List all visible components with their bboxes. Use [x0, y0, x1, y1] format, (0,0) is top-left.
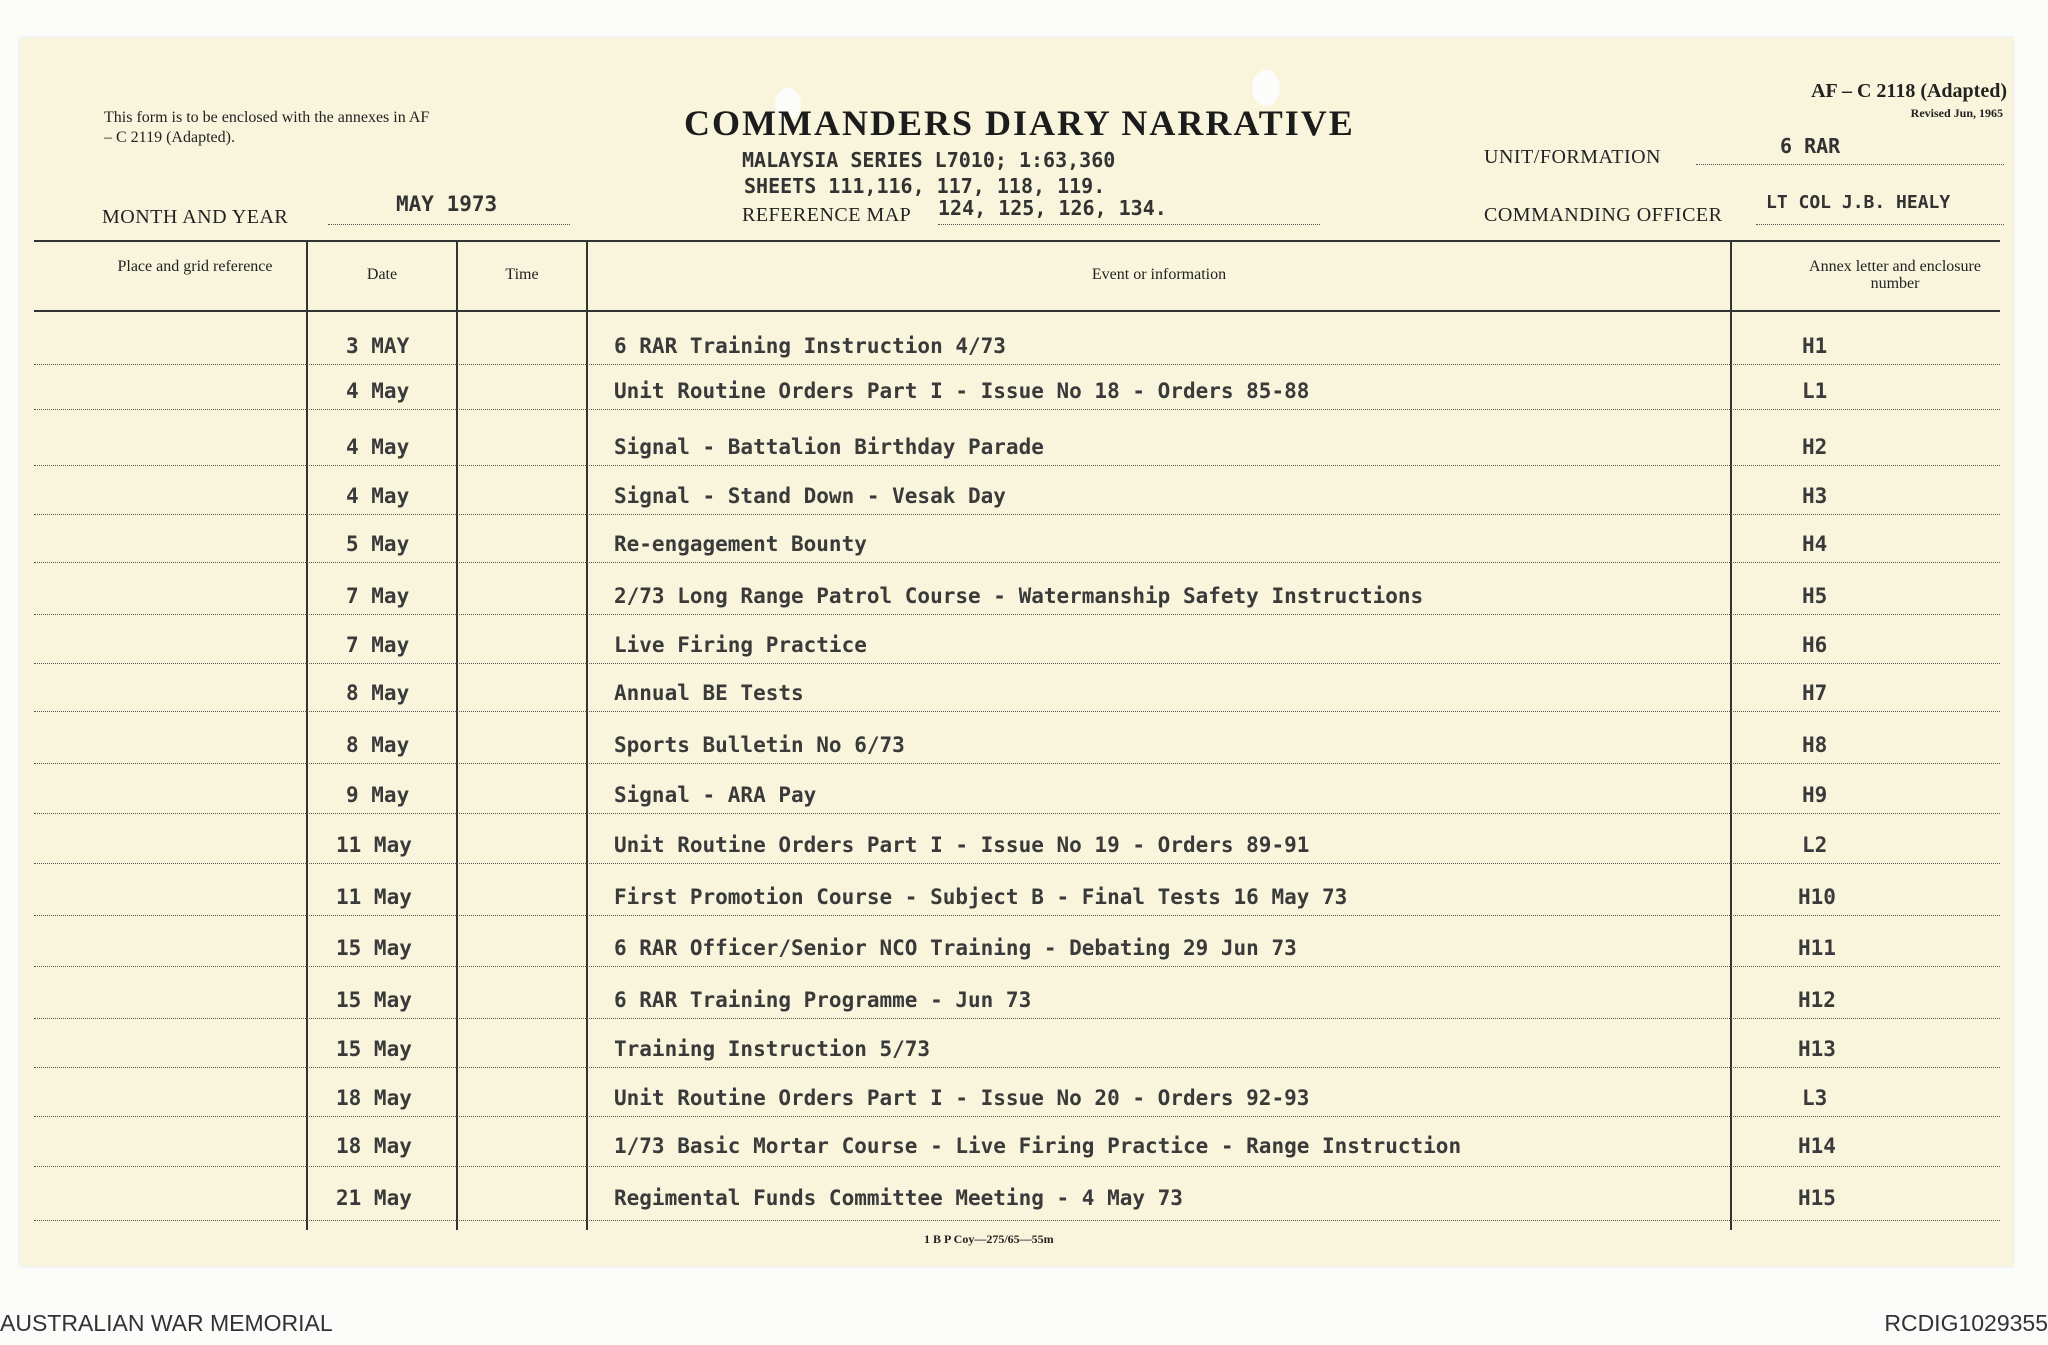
- row-rule: [34, 364, 2000, 365]
- row-annex: H9: [1802, 783, 1828, 807]
- row-date: 8 May: [346, 733, 410, 757]
- punch-hole-right: [1252, 70, 1280, 106]
- form-title: COMMANDERS DIARY NARRATIVE: [684, 103, 1355, 143]
- row-rule: [34, 1116, 2000, 1117]
- unit-formation-dotted-line: [1696, 164, 2004, 165]
- col-divider-event: [586, 240, 588, 1230]
- row-rule: [34, 663, 2000, 664]
- reference-map-dotted-line: [938, 224, 1320, 225]
- diary-sheet: [20, 38, 2013, 1266]
- row-annex: H14: [1798, 1134, 1836, 1158]
- row-annex: L3: [1802, 1086, 1828, 1110]
- row-rule: [34, 409, 2000, 410]
- row-event: 2/73 Long Range Patrol Course - Watermanship Safety Instructions: [614, 584, 1424, 608]
- row-event: 6 RAR Training Instruction 4/73: [614, 334, 1006, 358]
- row-rule: [34, 1220, 2000, 1221]
- unit-formation-value: 6 RAR: [1780, 134, 1841, 158]
- col-header-place: Place and grid reference: [117, 258, 273, 275]
- col-header-annex: Annex letter and enclosure number: [1809, 258, 1981, 292]
- row-date: 5 May: [346, 532, 410, 556]
- row-event: Training Instruction 5/73: [614, 1037, 931, 1061]
- col-header-event: Event or information: [1091, 266, 1227, 283]
- row-event: Signal - ARA Pay: [614, 783, 817, 807]
- commanding-officer-value: LT COL J.B. HEALY: [1766, 192, 1951, 213]
- row-date: 7 May: [346, 633, 410, 657]
- row-date: 4 May: [346, 484, 410, 508]
- row-annex: H3: [1802, 484, 1828, 508]
- row-rule: [34, 966, 2000, 967]
- row-event: Sports Bulletin No 6/73: [614, 733, 905, 757]
- row-event: Signal - Stand Down - Vesak Day: [614, 484, 1006, 508]
- table-top-border: [34, 240, 2000, 242]
- row-event: Annual BE Tests: [614, 681, 804, 705]
- col-header-time: Time: [505, 266, 539, 283]
- row-annex: H2: [1802, 435, 1828, 459]
- row-event: Re-engagement Bounty: [614, 532, 867, 556]
- reference-map-label: REFERENCE MAP: [742, 204, 912, 226]
- row-rule: [34, 1067, 2000, 1068]
- row-rule: [34, 562, 2000, 563]
- row-rule: [34, 863, 2000, 864]
- form-note: [104, 108, 434, 148]
- month-year-dotted-line: [328, 224, 570, 225]
- row-annex: H7: [1802, 681, 1828, 705]
- row-annex: H5: [1802, 584, 1828, 608]
- row-annex: H12: [1798, 988, 1836, 1012]
- form-note-text: This form is to be enclosed with the annexes in AF – C 2119 (Adapted).: [104, 109, 430, 146]
- row-date: 18 May: [336, 1134, 412, 1158]
- row-rule: [34, 813, 2000, 814]
- unit-formation-label: UNIT/FORMATION: [1484, 146, 1661, 168]
- row-event: Live Firing Practice: [614, 633, 867, 657]
- printer-mark: 1 B P Coy—275/65—55m: [924, 1232, 1054, 1246]
- row-date: 11 May: [336, 833, 412, 857]
- map-sheets: SHEETS 111,116, 117, 118, 119.: [744, 174, 1106, 198]
- month-year-label: MONTH AND YEAR: [102, 206, 289, 228]
- row-date: 11 May: [336, 885, 412, 909]
- row-rule: [34, 514, 2000, 515]
- row-date: 8 May: [346, 681, 410, 705]
- archive-credit: AUSTRALIAN WAR MEMORIAL: [0, 1310, 333, 1336]
- row-annex: H4: [1802, 532, 1828, 556]
- row-annex: L2: [1802, 833, 1828, 857]
- row-rule: [34, 915, 2000, 916]
- commanding-officer-label: COMMANDING OFFICER: [1484, 204, 1723, 226]
- row-event: 6 RAR Officer/Senior NCO Training - Debating 29 Jun 73: [614, 936, 1297, 960]
- row-rule: [34, 763, 2000, 764]
- row-event: 1/73 Basic Mortar Course - Live Firing Practice - Range Instruction: [614, 1134, 1462, 1158]
- row-rule: [34, 465, 2000, 466]
- row-rule: [34, 1166, 2000, 1167]
- row-annex: L1: [1802, 379, 1828, 403]
- col-divider-annex: [1730, 240, 1732, 1230]
- row-annex: H10: [1798, 885, 1836, 909]
- commanding-officer-dotted-line: [1756, 224, 2004, 225]
- row-event: Regimental Funds Committee Meeting - 4 May 73: [614, 1186, 1183, 1210]
- row-date: 18 May: [336, 1086, 412, 1110]
- row-date: 3 MAY: [346, 334, 410, 358]
- revised-date: Revised Jun, 1965: [1910, 106, 2003, 120]
- row-event: Unit Routine Orders Part I - Issue No 20 - Orders 92-93: [614, 1086, 1310, 1110]
- row-rule: [34, 614, 2000, 615]
- row-date: 4 May: [346, 435, 410, 459]
- row-event: Signal - Battalion Birthday Parade: [614, 435, 1044, 459]
- row-event: Unit Routine Orders Part I - Issue No 18 - Orders 85-88: [614, 379, 1310, 403]
- reference-map-value: 124, 125, 126, 134.: [938, 196, 1167, 220]
- row-event: Unit Routine Orders Part I - Issue No 19 - Orders 89-91: [614, 833, 1310, 857]
- row-annex: H1: [1802, 334, 1828, 358]
- row-rule: [34, 711, 2000, 712]
- row-annex: H8: [1802, 733, 1828, 757]
- table-header-border: [34, 310, 2000, 312]
- col-divider-time: [456, 240, 458, 1230]
- row-annex: H13: [1798, 1037, 1836, 1061]
- row-event: 6 RAR Training Programme - Jun 73: [614, 988, 1032, 1012]
- row-annex: H6: [1802, 633, 1828, 657]
- col-header-date: Date: [366, 266, 398, 283]
- row-event: First Promotion Course - Subject B - Final Tests 16 May 73: [614, 885, 1348, 909]
- row-date: 9 May: [346, 783, 410, 807]
- row-date: 7 May: [346, 584, 410, 608]
- row-date: 15 May: [336, 988, 412, 1012]
- form-code: AF – C 2118 (Adapted): [1811, 80, 2007, 102]
- map-series: MALAYSIA SERIES L7010; 1:63,360: [742, 148, 1116, 172]
- col-divider-date: [306, 240, 308, 1230]
- row-annex: H15: [1798, 1186, 1836, 1210]
- row-date: 15 May: [336, 1037, 412, 1061]
- row-rule: [34, 1018, 2000, 1019]
- archive-id: RCDIG1029355: [1884, 1310, 2048, 1336]
- month-year-value: MAY 1973: [396, 192, 498, 216]
- row-date: 4 May: [346, 379, 410, 403]
- row-annex: H11: [1798, 936, 1836, 960]
- row-date: 15 May: [336, 936, 412, 960]
- row-date: 21 May: [336, 1186, 412, 1210]
